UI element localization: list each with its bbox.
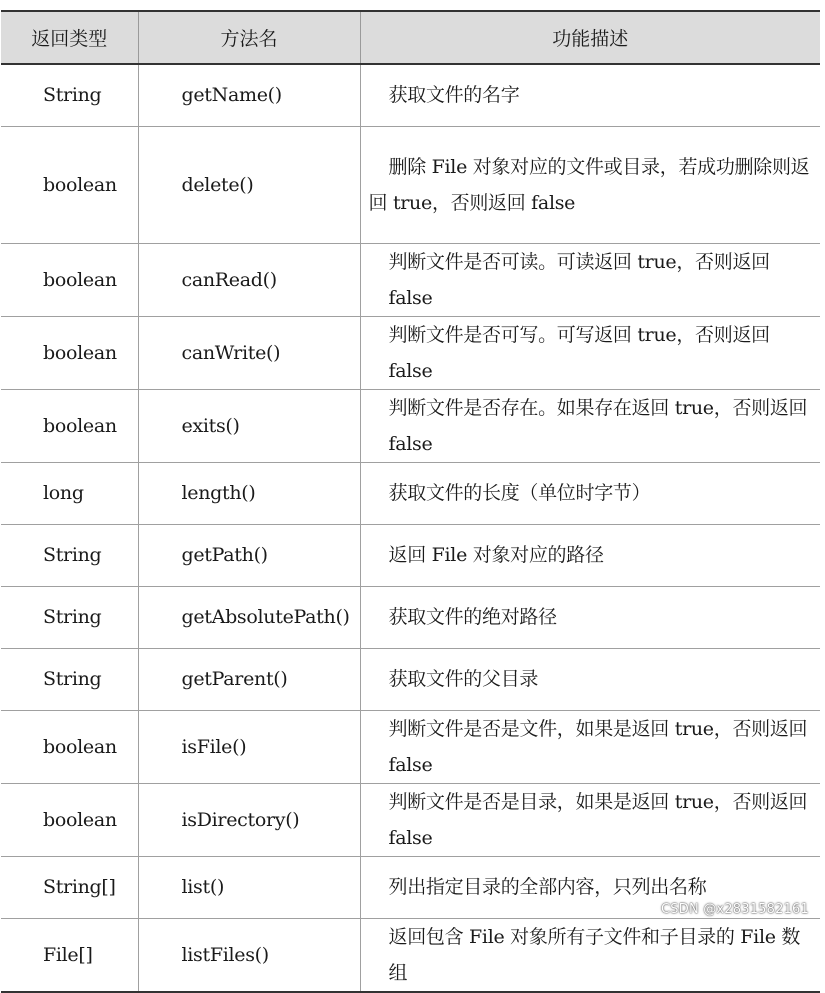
table-row bbox=[1, 524, 820, 586]
table-row bbox=[1, 243, 820, 316]
cell-description: 判断文件是否可写。可写返回 true，否则返回 false bbox=[360, 316, 820, 389]
cell-description: 获取文件的父目录 bbox=[360, 648, 820, 710]
header-return-type: 返回类型 bbox=[1, 11, 138, 64]
cell-return-type: String bbox=[1, 524, 138, 586]
cell-return-type: String bbox=[1, 64, 138, 126]
cell-return-type: boolean bbox=[1, 316, 138, 389]
cell-method-name: isDirectory() bbox=[138, 783, 360, 856]
table-header bbox=[1, 11, 820, 64]
cell-return-type: String[] bbox=[1, 856, 138, 918]
cell-method-name: listFiles() bbox=[138, 918, 360, 992]
cell-description: 删除 File 对象对应的文件或目录，若成功删除则返回 true，否则返回 false bbox=[360, 126, 820, 243]
table-row bbox=[1, 462, 820, 524]
cell-method-name: canWrite() bbox=[138, 316, 360, 389]
cell-return-type: boolean bbox=[1, 243, 138, 316]
table-row bbox=[1, 64, 820, 126]
cell-method-name: getAbsolutePath() bbox=[138, 586, 360, 648]
table-row bbox=[1, 126, 820, 243]
table-row bbox=[1, 710, 820, 783]
cell-return-type: String bbox=[1, 586, 138, 648]
csdn-watermark: CSDN @x2831582161 bbox=[661, 902, 809, 917]
cell-description: 获取文件的绝对路径 bbox=[360, 586, 820, 648]
cell-description: 返回包含 File 对象所有子文件和子目录的 File 数组 bbox=[360, 918, 820, 992]
cell-return-type: boolean bbox=[1, 783, 138, 856]
cell-description: 获取文件的长度（单位时字节） bbox=[360, 462, 820, 524]
header-method-name: 方法名 bbox=[138, 11, 360, 64]
cell-method-name: delete() bbox=[138, 126, 360, 243]
cell-description: 获取文件的名字 bbox=[360, 64, 820, 126]
cell-return-type: File[] bbox=[1, 918, 138, 992]
table-row bbox=[1, 316, 820, 389]
file-methods-table bbox=[1, 10, 820, 993]
cell-method-name: exits() bbox=[138, 389, 360, 462]
cell-method-name: length() bbox=[138, 462, 360, 524]
cell-description: 判断文件是否是文件，如果是返回 true，否则返回 false bbox=[360, 710, 820, 783]
cell-method-name: getPath() bbox=[138, 524, 360, 586]
cell-method-name: getParent() bbox=[138, 648, 360, 710]
header-description: 功能描述 bbox=[360, 11, 820, 64]
table-row bbox=[1, 918, 820, 992]
table-row bbox=[1, 586, 820, 648]
cell-description: 判断文件是否是目录，如果是返回 true，否则返回 false bbox=[360, 783, 820, 856]
cell-return-type: boolean bbox=[1, 389, 138, 462]
cell-return-type: String bbox=[1, 648, 138, 710]
table-row bbox=[1, 783, 820, 856]
table-row bbox=[1, 648, 820, 710]
cell-return-type: boolean bbox=[1, 126, 138, 243]
cell-method-name: list() bbox=[138, 856, 360, 918]
table-body bbox=[1, 64, 820, 992]
header-row bbox=[1, 11, 820, 64]
cell-return-type: boolean bbox=[1, 710, 138, 783]
cell-description: 判断文件是否可读。可读返回 true，否则返回 false bbox=[360, 243, 820, 316]
cell-return-type: long bbox=[1, 462, 138, 524]
cell-method-name: getName() bbox=[138, 64, 360, 126]
cell-description: 判断文件是否存在。如果存在返回 true，否则返回 false bbox=[360, 389, 820, 462]
cell-description: 返回 File 对象对应的路径 bbox=[360, 524, 820, 586]
table-row bbox=[1, 389, 820, 462]
cell-method-name: canRead() bbox=[138, 243, 360, 316]
cell-method-name: isFile() bbox=[138, 710, 360, 783]
cell-description: 列出指定目录的全部内容，只列出名称 bbox=[360, 856, 820, 918]
